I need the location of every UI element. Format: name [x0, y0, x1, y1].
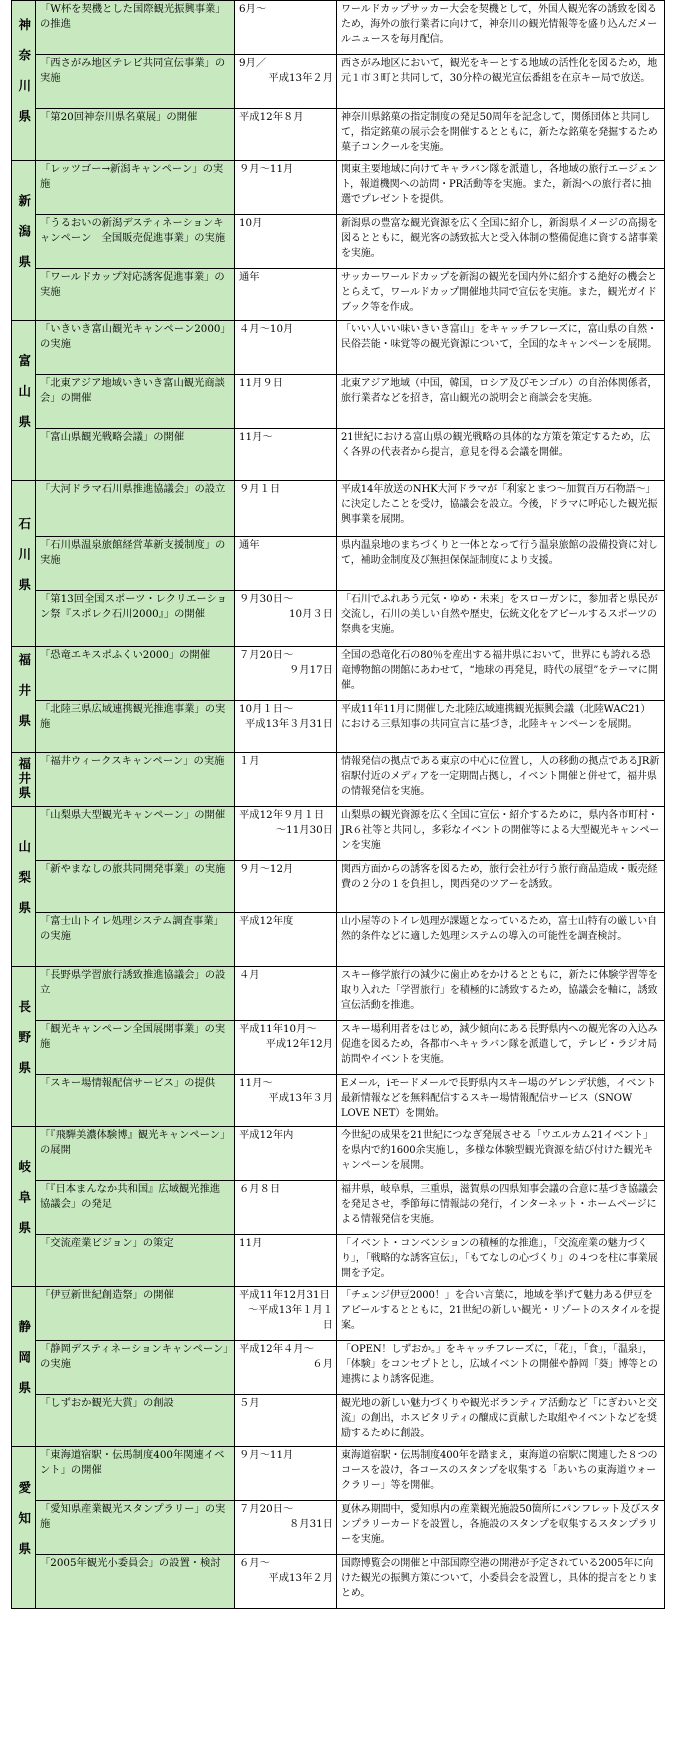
period-end: 平成13年２月 — [268, 72, 333, 84]
event-name-cell: 「第13回全国スポーツ・レクリエーション祭『スポレク石川2000』」の開催 — [36, 591, 235, 647]
prefecture-name: 福井県 — [16, 652, 32, 744]
description-cell: 情報発信の拠点である東京の中心に位置し，人の移動の拠点であるJR新宿駅付近のメディアを一定期間占拠し，イベント開催と併せて，福井県の情報発信を実施。 — [337, 753, 665, 807]
table-row — [12, 1447, 665, 1501]
description-cell: 山梨県の観光資源を広く全国に宣伝・紹介するために，県内各市町村・JR６社等と共同し，多彩なイベントの開催等による大型観光キャンペーンを実施 — [337, 807, 665, 861]
period-end: ６月 — [312, 1358, 333, 1370]
description-cell: 「いい人いい味いきいき富山」をキャッチフレーズに，富山県の自然・民俗芸能・味覚等の観光資源について，全国的なキャンペーンを展開。 — [337, 321, 665, 375]
description-cell: Eメール，iモードメールで長野県内スキー場のゲレンデ状態，イベント最新情報などを無料配信するスキー場情報配信サービス（SNOW LOVE NET）を開始。 — [337, 1075, 665, 1127]
description-cell: 全国の恐竜化石の80％を産出する福井県において，世界にも誇れる恐竜博物館の開館にあわせて，“地球の再発見，時代の展望”をテーマに開催。 — [337, 647, 665, 701]
table-row — [12, 1341, 665, 1395]
event-name-cell: 「『日本まんなか共和国』広域観光推進協議会」の発足 — [36, 1181, 235, 1235]
table-row — [12, 647, 665, 701]
period-end: 平成13年３月31日 — [245, 718, 333, 730]
period-start: ９月～12月 — [239, 863, 294, 875]
table-row — [12, 481, 665, 537]
description-cell: 「イベント・コンベンションの積極的な推進」，「交流産業の魅力づくり」，「戦略的な誘客宣伝」，「もてなしの心づくり」の４つを柱に事業展開を予定。 — [337, 1235, 665, 1287]
period-start: ９月～11月 — [239, 1449, 294, 1461]
event-name-cell: 「富士山トイレ処理システム調査事業」の実施 — [36, 913, 235, 967]
table-row — [12, 1021, 665, 1075]
period-cell — [235, 481, 337, 537]
prefecture-tourism-table — [11, 0, 665, 1609]
description-cell: 県内温泉地のまちづくりと一体となって行う温泉旅館の設備投資に対して，補助金制度及び無担保保証制度により支援。 — [337, 537, 665, 591]
event-name-cell: 「大河ドラマ石川県推進協議会」の設立 — [36, 481, 235, 537]
prefecture-name: 神奈川県 — [16, 18, 32, 141]
period-start: ９月～11月 — [239, 163, 294, 175]
period-cell — [235, 429, 337, 481]
period-end: 平成12年12月 — [265, 1038, 333, 1050]
period-start: 11月 — [239, 1237, 263, 1249]
table-row — [12, 1235, 665, 1287]
table-row — [12, 429, 665, 481]
period-cell — [235, 861, 337, 913]
event-name-cell: 「交流産業ビジョン」の策定 — [36, 1235, 235, 1287]
period-start: 10月１日～ — [239, 703, 294, 715]
prefecture-name: 静岡県 — [16, 1319, 32, 1411]
table-row — [12, 861, 665, 913]
period-start: ４月～10月 — [239, 323, 294, 335]
period-cell — [235, 1021, 337, 1075]
prefecture-cell — [12, 807, 36, 967]
table-body — [12, 1, 665, 1609]
period-start: ７月20日～ — [239, 649, 294, 661]
period-start: 平成12年内 — [239, 1129, 294, 1141]
description-cell: 夏休み期間中，愛知県内の産業観光施設50箇所にパンフレット及びスタンプラリーカードを設置し，各施設のスタンプを収集するスタンプラリーを実施。 — [337, 1501, 665, 1555]
period-cell — [235, 109, 337, 161]
event-name-cell: 「西さがみ地区テレビ共同宣伝事業」の実施 — [36, 55, 235, 109]
event-name-cell: 「伊豆新世紀創造祭」の開催 — [36, 1287, 235, 1341]
event-name-cell: 「いきいき富山観光キャンペーン2000」の実施 — [36, 321, 235, 375]
event-name-cell: 「レッツゴー→新潟キャンペーン」の実施 — [36, 161, 235, 215]
prefecture-name: 福井県 — [16, 756, 32, 800]
description-cell: 平成14年放送のNHK大河ドラマが「利家とまつ～加賀百万石物語～」に決定したことを受け，協議会を設立。今後，ドラマに呼応した観光振興事業を展開。 — [337, 481, 665, 537]
description-cell: 「チェンジ伊豆2000！」を合い言葉に，地域を挙げて魅力ある伊豆をアピールするとともに，21世紀の新しい観光・リゾートのスタイルを提案。 — [337, 1287, 665, 1341]
description-cell: 「OPEN！しずおか。」をキャッチフレーズに，「花」，「食」，「温泉」，「体験」をコンセプトとし，広域イベントの開催や静岡「葵」博等との連携により誘客促進。 — [337, 1341, 665, 1395]
table-row — [12, 1, 665, 55]
description-cell: 東海道宿駅・伝馬制度400年を踏まえ，東海道の宿駅に関連した８つのコースを設け，各コースのスタンプを収集する「あいちの東海道ウォークラリー」等を開催。 — [337, 1447, 665, 1501]
event-name-cell: 「北陸三県広域連携観光推進事業」の実施 — [36, 701, 235, 753]
table-row — [12, 215, 665, 269]
event-name-cell: 「長野県学習旅行誘致推進協議会」の設立 — [36, 967, 235, 1021]
period-cell — [235, 701, 337, 753]
period-start: ５月 — [239, 1397, 260, 1409]
prefecture-cell — [12, 481, 36, 647]
prefecture-cell — [12, 1, 36, 161]
period-end: 平成13年２月 — [268, 1572, 333, 1584]
period-start: 通年 — [239, 539, 260, 551]
prefecture-name: 長野県 — [16, 999, 32, 1091]
event-name-cell: 「『飛騨美濃体験博』観光キャンペーン」の展開 — [36, 1127, 235, 1181]
period-cell — [235, 1555, 337, 1609]
period-start: １月 — [239, 755, 260, 767]
table-row — [12, 1287, 665, 1341]
event-name-cell: 「富山県観光戦略会議」の開催 — [36, 429, 235, 481]
description-cell: 「石川でふれあう元気・ゆめ・未来」をスローガンに，参加者と県民が交流し，石川の美しい自然や歴史，伝統文化をアピールするスポーツの祭典を実施。 — [337, 591, 665, 647]
period-cell — [235, 1235, 337, 1287]
period-cell — [235, 55, 337, 109]
description-cell: 福井県，岐阜県，三重県，滋賀県の四県知事会議の合意に基づき協議会を発足させ，季節毎に情報誌の発行，インターネット・ホームページによる情報発信を実施。 — [337, 1181, 665, 1235]
event-name-cell: 「第20回神奈川県名菓展」の開催 — [36, 109, 235, 161]
period-start: 平成11年10月～ — [239, 1023, 317, 1035]
description-cell: 新潟県の豊富な観光資源を広く全国に紹介し，新潟県イメージの高揚を図るとともに，観光客の誘致拡大と受入体制の整備促進に資する諸事業を実施。 — [337, 215, 665, 269]
description-cell: 関東主要地域に向けてキャラバン隊を派遣し，各地域の旅行エージェント，報道機関への訪問・PR活動等を実施。また，新潟への旅行者に抽選でプレゼントを提供。 — [337, 161, 665, 215]
prefecture-cell — [12, 1287, 36, 1447]
description-cell: 北東アジア地域（中国，韓国，ロシア及びモンゴル）の自治体関係者，旅行業者などを招き，富山観光の説明会と商談会を実施。 — [337, 375, 665, 429]
description-cell: 山小屋等のトイレ処理が課題となっているため，富士山特有の厳しい自然的条件などに適した処理システムの導入の可能性を調査検討。 — [337, 913, 665, 967]
description-cell: 西さがみ地区において，観光をキーとする地域の活性化を図るため，地元１市３町と共同して，30分枠の観光宣伝番組を在京キー局で放送。 — [337, 55, 665, 109]
table-row — [12, 807, 665, 861]
prefecture-cell — [12, 753, 36, 807]
table-row — [12, 269, 665, 321]
event-name-cell: 「福井ウィークスキャンペーン」の実施 — [36, 753, 235, 807]
period-cell — [235, 1501, 337, 1555]
period-start: 6月～ — [239, 3, 267, 15]
period-cell — [235, 215, 337, 269]
period-end: ８月31日 — [289, 1518, 333, 1530]
period-cell — [235, 1075, 337, 1127]
period-start: ７月20日～ — [239, 1503, 294, 1515]
period-cell — [235, 269, 337, 321]
table-row — [12, 55, 665, 109]
description-cell: サッカーワールドカップを新潟の観光を国内外に紹介する絶好の機会ととらえて，ワールドカップ開催地共同で宣伝を実施。また，観光ガイドブック等を作成。 — [337, 269, 665, 321]
period-cell — [235, 161, 337, 215]
prefecture-name: 愛知県 — [16, 1480, 32, 1572]
period-cell — [235, 807, 337, 861]
table-row — [12, 321, 665, 375]
period-start: ６月８日 — [239, 1183, 281, 1195]
prefecture-name: 山梨県 — [16, 839, 32, 931]
event-name-cell: 「新やまなしの旅共同開発事業」の実施 — [36, 861, 235, 913]
period-cell — [235, 375, 337, 429]
period-end: ～11月30日 — [275, 824, 333, 836]
period-end: ９月17日 — [289, 664, 333, 676]
period-end: 平成13年３月 — [268, 1092, 333, 1104]
period-cell — [235, 1287, 337, 1341]
period-start: 11月９日 — [239, 377, 283, 389]
event-name-cell: 「スキー場情報配信サービス」の提供 — [36, 1075, 235, 1127]
period-cell — [235, 591, 337, 647]
table-row — [12, 161, 665, 215]
table-row — [12, 913, 665, 967]
description-cell: スキー修学旅行の減少に歯止めをかけるとともに，新たに体験学習等を取り入れた「学習旅行」を積極的に誘致するため，協議会を軸に，誘致宣伝活動を推進。 — [337, 967, 665, 1021]
event-name-cell: 「観光キャンペーン全国展開事業」の実施 — [36, 1021, 235, 1075]
event-name-cell: 「うるおいの新潟デスティネーションキャンペーン 全国販売促進事業」の実施 — [36, 215, 235, 269]
event-name-cell: 「しずおか観光大賞」の創設 — [36, 1395, 235, 1447]
period-cell — [235, 1395, 337, 1447]
period-cell — [235, 1341, 337, 1395]
period-start: 9月／ — [239, 57, 267, 69]
event-name-cell: 「2005年観光小委員会」の設置・検討 — [36, 1555, 235, 1609]
table-row — [12, 1127, 665, 1181]
event-name-cell: 「北東アジア地域いきいき富山観光商談会」の開催 — [36, 375, 235, 429]
period-start: 平成12年９月１日 — [239, 809, 325, 821]
period-start: 平成12年度 — [239, 915, 294, 927]
period-cell — [235, 967, 337, 1021]
period-start: 平成12年８月 — [239, 111, 304, 123]
table-row — [12, 1075, 665, 1127]
period-cell — [235, 1127, 337, 1181]
period-start: 平成12年４月～ — [239, 1343, 314, 1355]
period-start: ６月～ — [239, 1557, 270, 1569]
period-start: ４月 — [239, 969, 260, 981]
table-row — [12, 1181, 665, 1235]
period-start: 通年 — [239, 271, 260, 283]
event-name-cell: 「恐竜エキスポふくい2000」の開催 — [36, 647, 235, 701]
prefecture-name: 岐阜県 — [16, 1159, 32, 1251]
description-cell: スキー場利用者をはじめ，減少傾向にある長野県内への観光客の入込み促進を図るため，各都市へキャラバン隊を派遣して，テレビ・ラジオ局訪問やイベントを実施。 — [337, 1021, 665, 1075]
period-end: 10月３日 — [289, 608, 333, 620]
table-row — [12, 109, 665, 161]
description-cell: ワールドカップサッカー大会を契機として，外国人観光客の誘致を図るため，海外の旅行業者に向けて，神奈川の観光情報等を盛り込んだメールニュースを毎月配信。 — [337, 1, 665, 55]
description-cell: 関西方面からの誘客を図るため，旅行会社が行う旅行商品造成・販売経費の２分の１を負担し，関西発のツアーを誘致。 — [337, 861, 665, 913]
period-cell — [235, 1, 337, 55]
period-cell — [235, 1181, 337, 1235]
prefecture-cell — [12, 967, 36, 1127]
event-name-cell: 「W杯を契機とした国際観光振興事業」の推進 — [36, 1, 235, 55]
period-cell — [235, 1447, 337, 1501]
table-row — [12, 537, 665, 591]
table-row — [12, 1555, 665, 1609]
description-cell: 観光地の新しい魅力づくりや観光ボランティア活動など「にぎわいと交流」の創出，ホスピタリティの醸成に貢献した取組やイベントなどを奨励するために創設。 — [337, 1395, 665, 1447]
period-start: 10月 — [239, 217, 263, 229]
description-cell: 国際博覧会の開催と中部国際空港の開港が予定されている2005年に向けた観光の振興方策について，小委員会を設置し，具体的提言をとりまとめ。 — [337, 1555, 665, 1609]
prefecture-cell — [12, 647, 36, 753]
period-cell — [235, 753, 337, 807]
period-cell — [235, 647, 337, 701]
period-cell — [235, 913, 337, 967]
table-row — [12, 753, 665, 807]
prefecture-cell — [12, 1447, 36, 1609]
description-cell: 神奈川県銘菓の指定制度の発足50周年を記念して，関係団体と共同して，指定銘菓の展示会を開催するとともに，新たな銘菓を発掘するため菓子コンクールを実施。 — [337, 109, 665, 161]
period-start: 平成11年12月31日 — [239, 1289, 330, 1301]
table-row — [12, 591, 665, 647]
table-row — [12, 701, 665, 753]
prefecture-name: 新潟県 — [16, 193, 32, 285]
period-cell — [235, 321, 337, 375]
period-end: ～平成13年１月１日 — [247, 1304, 333, 1331]
prefecture-name: 富山県 — [16, 353, 32, 445]
event-name-cell: 「愛知県産業観光スタンプラリー」の実施 — [36, 1501, 235, 1555]
event-name-cell: 「石川県温泉旅館経営革新支援制度」の実施 — [36, 537, 235, 591]
description-cell: 21世紀における富山県の観光戦略の具体的な方策を策定するため，広く各界の代表者から提言，意見を得る会議を開催。 — [337, 429, 665, 481]
event-name-cell: 「ワールドカップ対応誘客促進事業」の実施 — [36, 269, 235, 321]
period-start: 11月～ — [239, 431, 273, 443]
table-row — [12, 1501, 665, 1555]
event-name-cell: 「山梨県大型観光キャンペーン」の開催 — [36, 807, 235, 861]
period-start: ９月１日 — [239, 483, 281, 495]
table-row — [12, 375, 665, 429]
period-start: 11月～ — [239, 1077, 273, 1089]
event-name-cell: 「静岡デスティネーションキャンペーン」の実施 — [36, 1341, 235, 1395]
period-cell — [235, 537, 337, 591]
table-row — [12, 967, 665, 1021]
prefecture-cell — [12, 321, 36, 481]
event-name-cell: 「東海道宿駅・伝馬制度400年関連イベント」の開催 — [36, 1447, 235, 1501]
description-cell: 平成11年11月に開催した北陸広域連携観光振興会議（北陸WAC21）における三県知事の共同宣言に基づき，北陸キャンペーンを展開。 — [337, 701, 665, 753]
prefecture-cell — [12, 1127, 36, 1287]
prefecture-cell — [12, 161, 36, 321]
table-row — [12, 1395, 665, 1447]
prefecture-name: 石川県 — [16, 516, 32, 608]
period-start: ９月30日～ — [239, 593, 294, 605]
description-cell: 今世紀の成果を21世紀につなぎ発展させる「ウエルカム21イベント」を県内で約1600余実施し，多様な体験型観光資源を結び付けた観光キャンペーンを展開。 — [337, 1127, 665, 1181]
